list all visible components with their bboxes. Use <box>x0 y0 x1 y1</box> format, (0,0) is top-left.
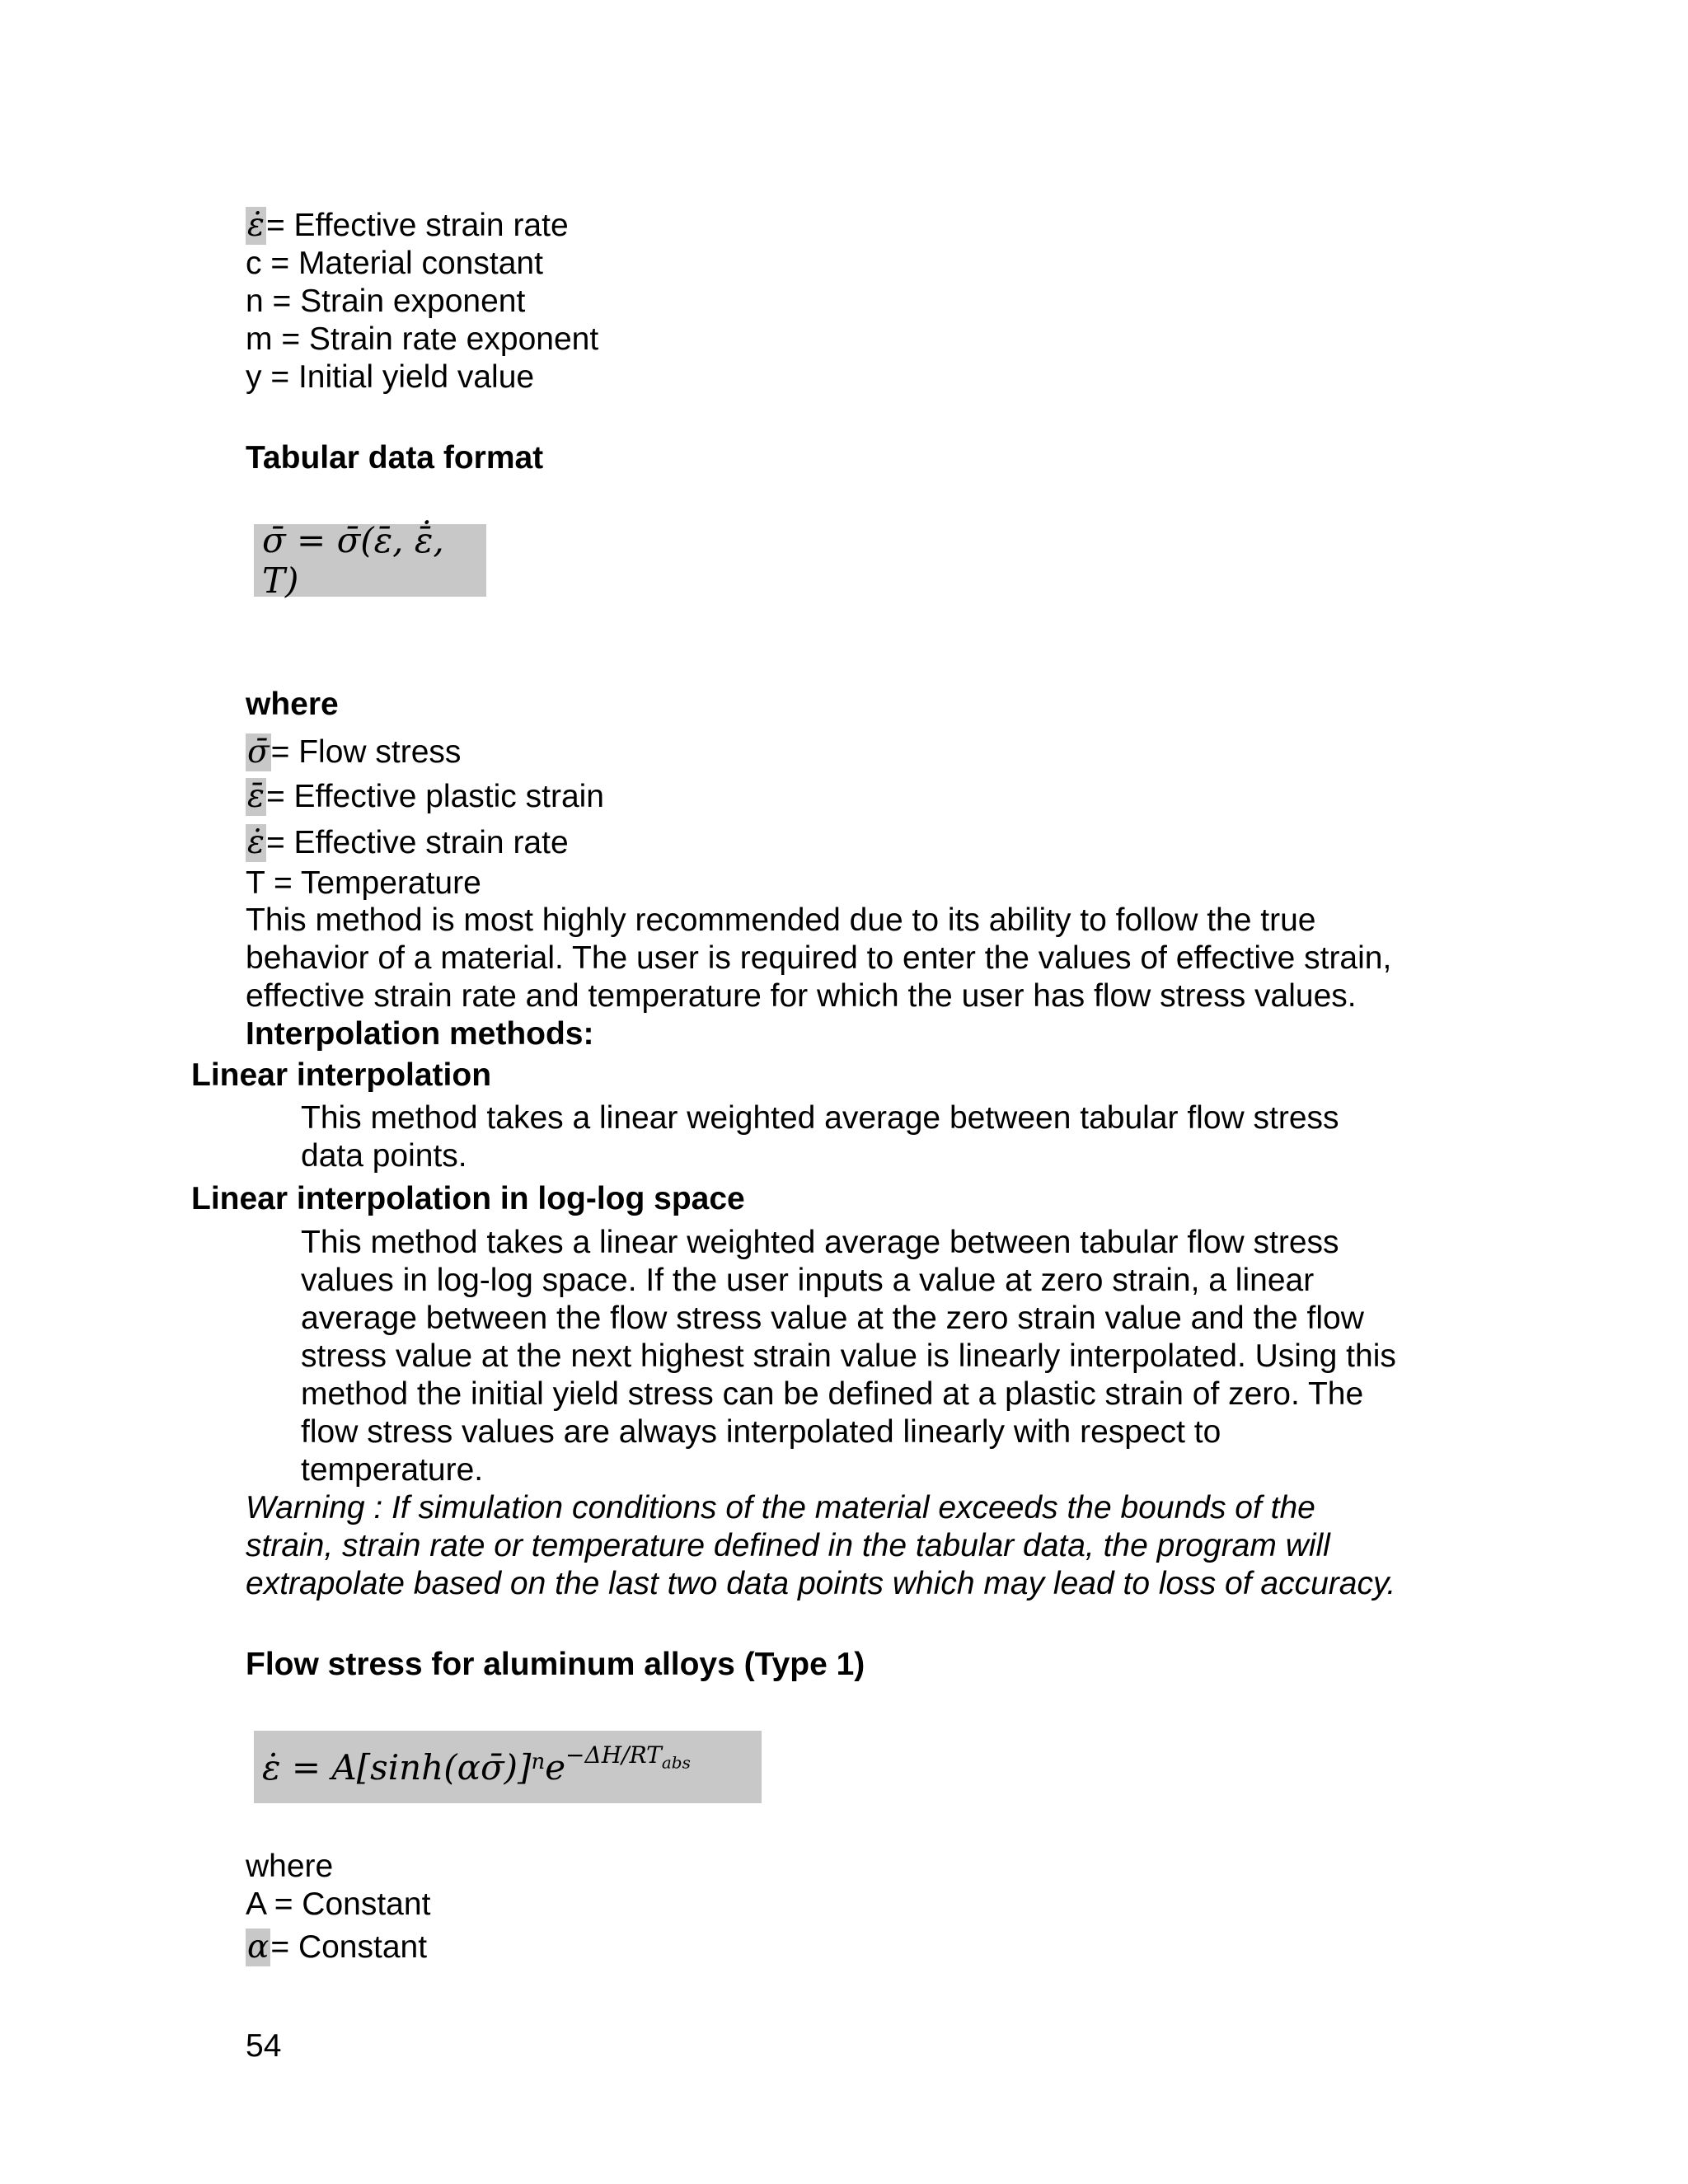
loglog-paragraph-line: temperature. <box>301 1452 484 1488</box>
formula-abs-subscript: abs <box>661 1752 691 1773</box>
method-paragraph-line: This method is most highly recommended due to its ability to follow the true <box>246 902 1316 938</box>
linear-paragraph-line: data points. <box>301 1138 467 1174</box>
tabular-formula: σ̄ = σ̄(ε̄, ε̄̇, T) <box>254 524 486 597</box>
loglog-paragraph-line: flow stress values are always interpolated linearly with respect to <box>301 1414 1221 1450</box>
def-text: = Flow stress <box>270 734 462 770</box>
tabular-heading: Tabular data format <box>246 440 544 476</box>
epsilon-dot-symbol: ε̇ <box>247 824 265 861</box>
loglog-paragraph-line: values in log-log space. If the user inputs a value at zero strain, a linear <box>301 1263 1315 1298</box>
linear-interpolation-heading: Linear interpolation <box>191 1057 492 1093</box>
formula-exponent-text: −ΔH/RT <box>565 1741 662 1769</box>
epsilon-dot-symbol: ε̇ <box>247 207 265 244</box>
def-text: = Effective strain rate <box>265 208 569 243</box>
def-constant-a: A = Constant <box>246 1886 431 1922</box>
def-temperature: T = Temperature <box>246 865 481 901</box>
loglog-paragraph-line: This method takes a linear weighted average between tabular flow stress <box>301 1225 1339 1260</box>
method-paragraph-line: effective strain rate and temperature for which the user has flow stress values. <box>246 978 1357 1014</box>
warning-line: strain, strain rate or temperature defined in the tabular data, the program will <box>246 1528 1330 1563</box>
where-heading: where <box>246 687 339 722</box>
loglog-heading: Linear interpolation in log-log space <box>191 1181 745 1216</box>
linear-paragraph-line: This method takes a linear weighted average between tabular flow stress <box>301 1100 1339 1136</box>
def-constant-alpha <box>246 1929 427 1966</box>
loglog-paragraph-line: method the initial yield stress can be defined at a plastic strain of zero. The <box>301 1376 1364 1412</box>
formula-main: ε̇ = A[sinh(ασ̄)] <box>262 1746 532 1788</box>
formula-exponent-n: n <box>531 1750 546 1774</box>
def-strain-rate-exponent: m = Strain rate exponent <box>246 321 599 357</box>
def-flow-stress <box>246 733 461 771</box>
page-number: 54 <box>246 2028 282 2064</box>
warning-line: extrapolate based on the last two data points which may lead to loss of accuracy. <box>246 1566 1396 1601</box>
aluminum-formula <box>254 1731 762 1803</box>
alpha-symbol: α <box>247 1929 270 1966</box>
warning-line: Warning : If simulation conditions of the material exceeds the bounds of the <box>246 1490 1315 1526</box>
def-effective-strain-rate <box>246 207 569 245</box>
def-effective-strain-rate-2 <box>246 824 569 862</box>
aluminum-heading: Flow stress for aluminum alloys (Type 1) <box>246 1647 865 1682</box>
interpolation-heading: Interpolation methods: <box>246 1016 594 1052</box>
def-text: = Constant <box>270 1929 428 1965</box>
sigma-bar-symbol: σ̄ <box>247 733 270 771</box>
loglog-paragraph-line: stress value at the next highest strain value is linearly interpolated. Using this <box>301 1338 1396 1374</box>
formula-exponent <box>565 1741 691 1773</box>
loglog-paragraph-line: average between the flow stress value at the zero strain value and the flow <box>301 1301 1364 1336</box>
def-initial-yield: y = Initial yield value <box>246 359 535 395</box>
def-text: = Effective strain rate <box>265 825 569 860</box>
epsilon-bar-symbol: ε̄ <box>247 778 265 815</box>
def-strain-exponent: n = Strain exponent <box>246 284 526 319</box>
formula-e: e <box>545 1746 566 1788</box>
where-plain: where <box>246 1849 334 1884</box>
def-effective-plastic-strain <box>246 778 604 816</box>
method-paragraph-line: behavior of a material. The user is required to enter the values of effective strain, <box>246 940 1392 976</box>
def-material-constant: c = Material constant <box>246 246 543 281</box>
def-text: = Effective plastic strain <box>265 779 604 814</box>
